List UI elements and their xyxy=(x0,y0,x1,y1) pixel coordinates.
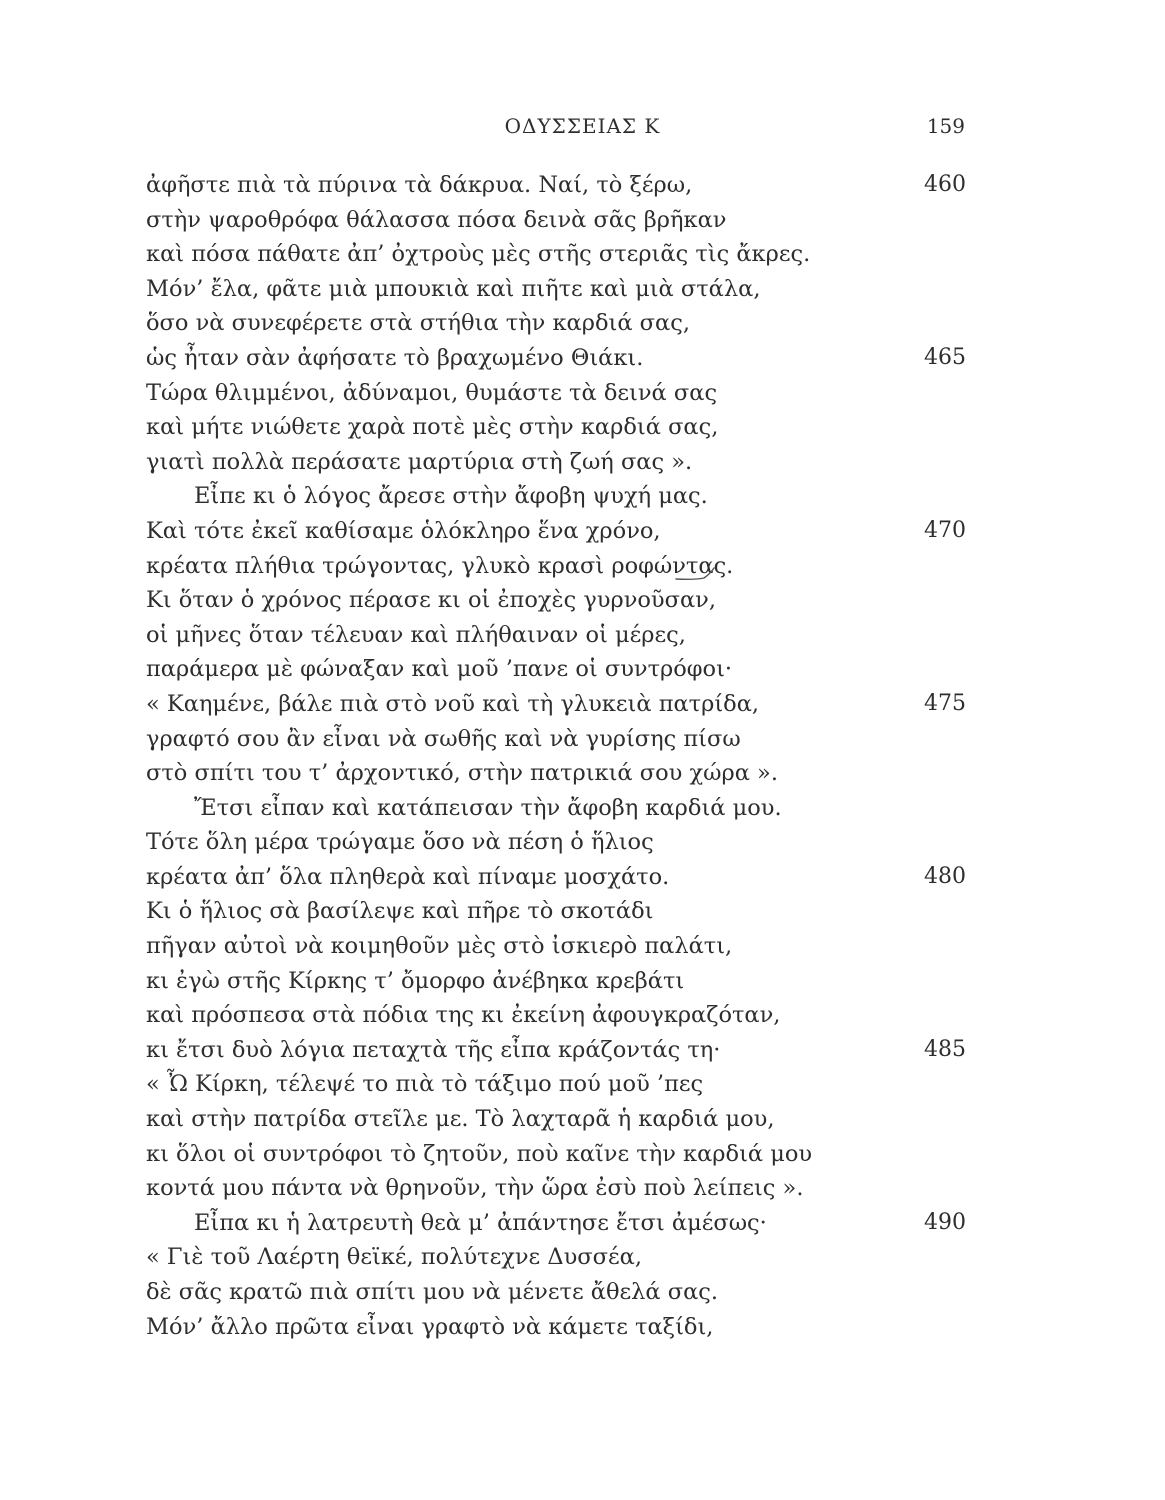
verse-text: καὶ μήτε νιώθετε χαρὰ ποτὲ μὲς στὴν καρδιά σας, xyxy=(146,414,719,441)
verse-line xyxy=(146,722,966,757)
verse-line xyxy=(146,1275,966,1310)
line-number: 480 xyxy=(924,863,966,889)
verse-text: κι ἐγὼ στῆς Κίρκης τ’ ὄμορφο ἀνέβηκα κρεβάτι xyxy=(146,967,685,994)
verse-line xyxy=(146,410,966,445)
pen-mark-icon xyxy=(670,565,720,595)
verse-text: κοντά μου πάντα νὰ θρηνοῦν, τὴν ὥρα ἐσὺ ποὺ λείπεις ». xyxy=(146,1175,804,1202)
verse-line xyxy=(146,860,966,895)
verse-line xyxy=(146,791,966,826)
verse-text: δὲ σᾶς κρατῶ πιὰ σπίτι μου νὰ μένετε ἄθελά σας. xyxy=(146,1279,719,1305)
verse-text: παράμερα μὲ φώναξαν καὶ μοῦ ’πανε οἱ συντρόφοι· xyxy=(146,656,733,683)
verse-text: πῆγαν αὐτοὶ νὰ κοιμηθοῦν μὲς στὸ ἰσκιερὸ παλάτι, xyxy=(146,933,733,960)
line-number: 485 xyxy=(924,1036,966,1062)
verse-text: κρέατα ἀπ’ ὅλα πληθερὰ καὶ πίναμε μοσχάτο. xyxy=(146,863,670,890)
verse-line xyxy=(146,825,966,860)
verse-line xyxy=(146,1310,966,1345)
verse-text: Κι ὁ ἥλιος σὰ βασίλεψε καὶ πῆρε τὸ σκοτάδι xyxy=(146,898,654,925)
verse-line xyxy=(146,1240,966,1275)
verse-line xyxy=(146,894,966,929)
verse-text: Τώρα θλιμμένοι, ἀδύναμοι, θυμάστε τὰ δεινά σας xyxy=(146,379,718,406)
verse-text: ὡς ἦταν σὰν ἀφήσατε τὸ βραχωμένο Θιάκι. xyxy=(146,344,644,371)
verse-text: « Ὦ Κίρκη, τέλεψέ το πιὰ τὸ τάξιμο πού μοῦ ’πες xyxy=(146,1071,704,1098)
verse-line xyxy=(146,445,966,480)
verse-text: Ἔτσι εἶπαν καὶ κατάπεισαν τὴν ἄφοβη καρδιά μου. xyxy=(194,794,782,821)
verse-text: κι ὅλοι οἱ συντρόφοι τὸ ζητοῦν, ποὺ καῖνε τὴν καρδιά μου xyxy=(146,1140,813,1167)
verse-text: Μόν’ ἔλα, φᾶτε μιὰ μπουκιὰ καὶ πιῆτε καὶ μιὰ στάλα, xyxy=(146,275,761,302)
verse-text: ἀφῆστε πιὰ τὰ πύρινα τὰ δάκρυα. Ναί, τὸ ξέρω, xyxy=(146,172,693,198)
verse-line xyxy=(146,1102,966,1137)
running-head: ΟΔΥΣΣΕΙΑΣ Κ xyxy=(504,114,661,138)
page-number: 159 xyxy=(926,114,965,138)
verse-text: Εἶπε κι ὁ λόγος ἄρεσε στὴν ἄφοβη ψυχή μας. xyxy=(194,483,708,510)
verse-line xyxy=(146,998,966,1033)
verse-text: στὸ σπίτι του τ’ ἀρχοντικό, στὴν πατρικιά σου χώρα ». xyxy=(146,760,778,787)
line-number: 490 xyxy=(924,1209,966,1235)
line-number: 475 xyxy=(924,690,966,716)
verse-line xyxy=(146,1206,966,1241)
verse-text: οἱ μῆνες ὅταν τέλευαν καὶ πλήθαιναν οἱ μέρες, xyxy=(146,621,686,648)
verse-text: καὶ πρόσπεσα στὰ πόδια της κι ἐκείνη ἀφουγκραζόταν, xyxy=(146,1002,781,1029)
verse-text: στὴν ψαροθρόφα θάλασσα πόσα δεινὰ σᾶς βρῆκαν xyxy=(146,206,727,233)
verse-text: Καὶ τότε ἐκεῖ καθίσαμε ὁλόκληρο ἕνα χρόνο, xyxy=(146,517,661,544)
verse-line xyxy=(146,756,966,791)
verse-line xyxy=(146,479,966,514)
verse-text: καὶ στὴν πατρίδα στεῖλε με. Τὸ λαχταρᾶ ἡ καρδιά μου, xyxy=(146,1106,775,1133)
poem-text xyxy=(146,168,966,1344)
verse-line xyxy=(146,1137,966,1172)
verse-text: γιατὶ πολλὰ περάσατε μαρτύρια στὴ ζωή σας ». xyxy=(146,448,693,475)
verse-text: γραφτό σου ἂν εἶναι νὰ σωθῆς καὶ νὰ γυρίσης πίσω xyxy=(146,725,741,752)
verse-text: καὶ πόσα πάθατε ἀπ’ ὀχτροὺς μὲς στῆς στεριᾶς τὶς ἄκρες. xyxy=(146,241,811,268)
verse-text: κρέατα πλήθια τρώγοντας, γλυκὸ κρασὶ ροφώντας. xyxy=(146,552,734,579)
verse-line xyxy=(146,583,966,618)
verse-text: ὅσο νὰ συνεφέρετε στὰ στήθια τὴν καρδιά σας, xyxy=(146,310,690,337)
verse-text: Εἶπα κι ἡ λατρευτὴ θεὰ μ’ ἀπάντησε ἔτσι ἀμέσως· xyxy=(194,1209,767,1236)
line-number: 460 xyxy=(924,172,966,197)
verse-line xyxy=(146,652,966,687)
verse-line xyxy=(146,168,966,203)
line-number: 465 xyxy=(924,344,966,370)
verse-line xyxy=(146,237,966,272)
verse-line xyxy=(146,1033,966,1068)
verse-line xyxy=(146,376,966,411)
verse-line xyxy=(146,687,966,722)
verse-line xyxy=(146,272,966,307)
verse-line xyxy=(146,203,966,238)
verse-line xyxy=(146,514,966,549)
verse-text: Κι ὅταν ὁ χρόνος πέρασε κι οἱ ἐποχὲς γυρνοῦσαν, xyxy=(146,587,716,614)
line-number: 470 xyxy=(924,517,966,543)
verse-line xyxy=(146,549,966,584)
verse-text: κι ἔτσι δυὸ λόγια πεταχτὰ τῆς εἶπα κράζοντάς τη· xyxy=(146,1036,721,1063)
verse-text: Τότε ὅλη μέρα τρώγαμε ὅσο νὰ πέση ὁ ἥλιος xyxy=(146,829,654,856)
verse-line xyxy=(146,306,966,341)
verse-line xyxy=(146,1067,966,1102)
verse-line xyxy=(146,1171,966,1206)
verse-text: « Γιὲ τοῦ Λαέρτη θεϊκέ, πολύτεχνε Δυσσέα, xyxy=(146,1244,642,1271)
verse-line xyxy=(146,341,966,376)
verse-line xyxy=(146,618,966,653)
verse-text: « Καημένε, βάλε πιὰ στὸ νοῦ καὶ τὴ γλυκειὰ πατρίδα, xyxy=(146,690,760,717)
verse-line xyxy=(146,964,966,999)
verse-line xyxy=(146,929,966,964)
verse-text: Μόν’ ἄλλο πρῶτα εἶναι γραφτὸ νὰ κάμετε ταξίδι, xyxy=(146,1313,714,1340)
page-header xyxy=(0,110,1165,140)
